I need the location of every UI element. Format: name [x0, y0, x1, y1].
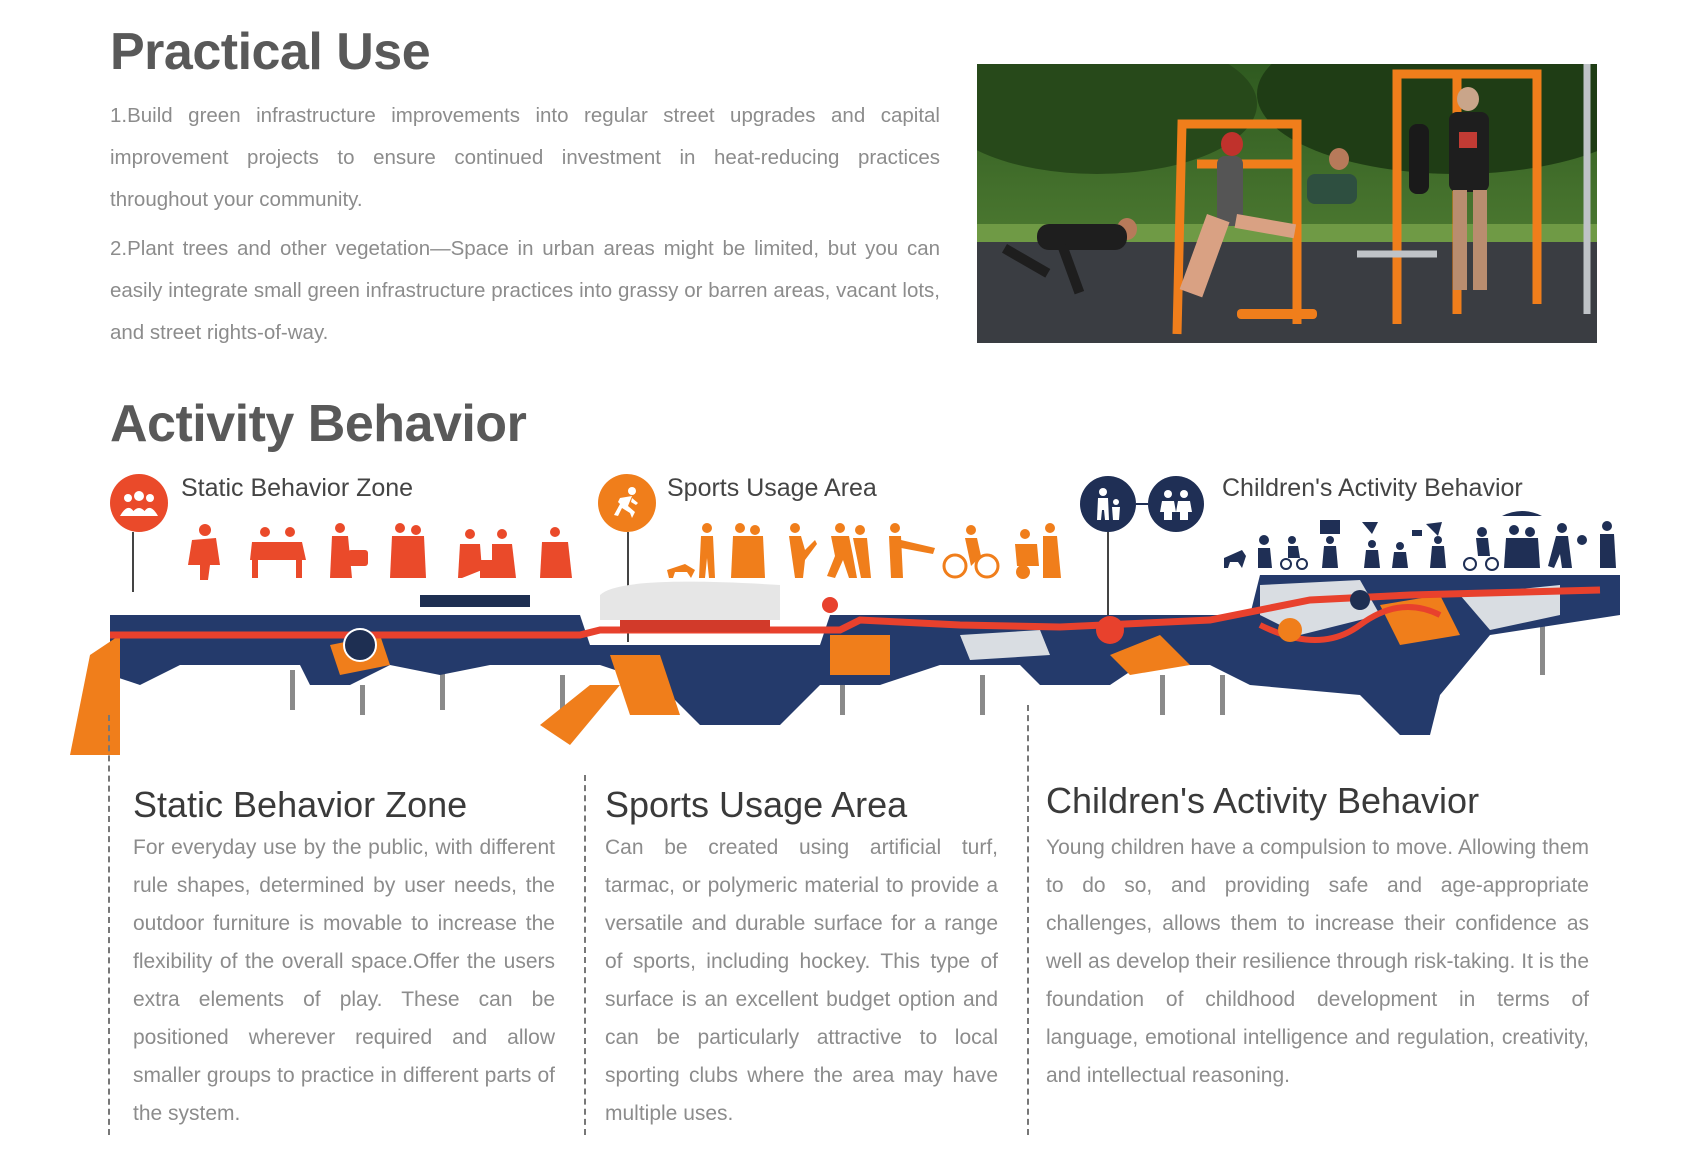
column-title-static: Static Behavior Zone [133, 784, 468, 825]
site-plan-illustration [60, 575, 1640, 805]
group-icon [110, 474, 168, 532]
column-title-sports: Sports Usage Area [605, 784, 908, 825]
column-divider-1 [108, 715, 110, 1135]
sports-people-silhouettes [665, 520, 1065, 580]
family-icon [1148, 476, 1204, 532]
outdoor-gym-photo [977, 64, 1597, 343]
zone-label-sports: Sports Usage Area [667, 474, 877, 502]
adult-child-icon [1080, 476, 1136, 532]
practical-paragraph-2: 2.Plant trees and other vegetation—Space in urban areas might be limited, but you can easily integrate small green infrastructure practices into grassy or barren areas, vacant lots, and street rights-of-way. [110, 237, 940, 344]
children-silhouettes [1222, 510, 1622, 570]
column-divider-2 [584, 775, 586, 1135]
static-people-silhouettes [180, 520, 580, 580]
practical-paragraph-1: 1.Build green infrastructure improvements into regular street upgrades and capital improvement projects to ensure continued investment in heat-reducing practices throughout your community. [110, 104, 940, 211]
column-text-sports: Can be created using artificial turf, tarmac, or polymeric material to provide a versatile and durable surface for a range of sports, including hockey. This type of surface is an excellent budget option and can be particularly attractive to local sporting clubs where the area may have multiple uses. [605, 836, 998, 1125]
icon-connector [1136, 503, 1148, 505]
column-text-static: For everyday use by the public, with different rule shapes, determined by user needs, the outdoor furniture is movable to increase the flexibility of the overall space.Offer the users extra elements of play. These can be positioned wherever required and allow smaller groups to practice in different parts of the system. [133, 836, 555, 1125]
column-text-children: Young children have a compulsion to move. Allowing them to do so, and providing safe and age-appropriate challenges, allows them to increase their confidence as well as develop their resilience through risk-taking. It is the foundation of childhood development in terms of language, emotional intelligence and regulation, creativity, and intellectual reasoning. [1046, 836, 1589, 1087]
activity-behavior-title: Activity Behavior [110, 395, 527, 453]
column-divider-3 [1027, 705, 1029, 1135]
practical-use-title: Practical Use [110, 23, 431, 81]
zone-label-children: Children's Activity Behavior [1222, 474, 1523, 502]
column-title-children: Children's Activity Behavior [1046, 780, 1480, 821]
runner-icon [598, 474, 656, 532]
zone-label-static: Static Behavior Zone [181, 474, 414, 502]
